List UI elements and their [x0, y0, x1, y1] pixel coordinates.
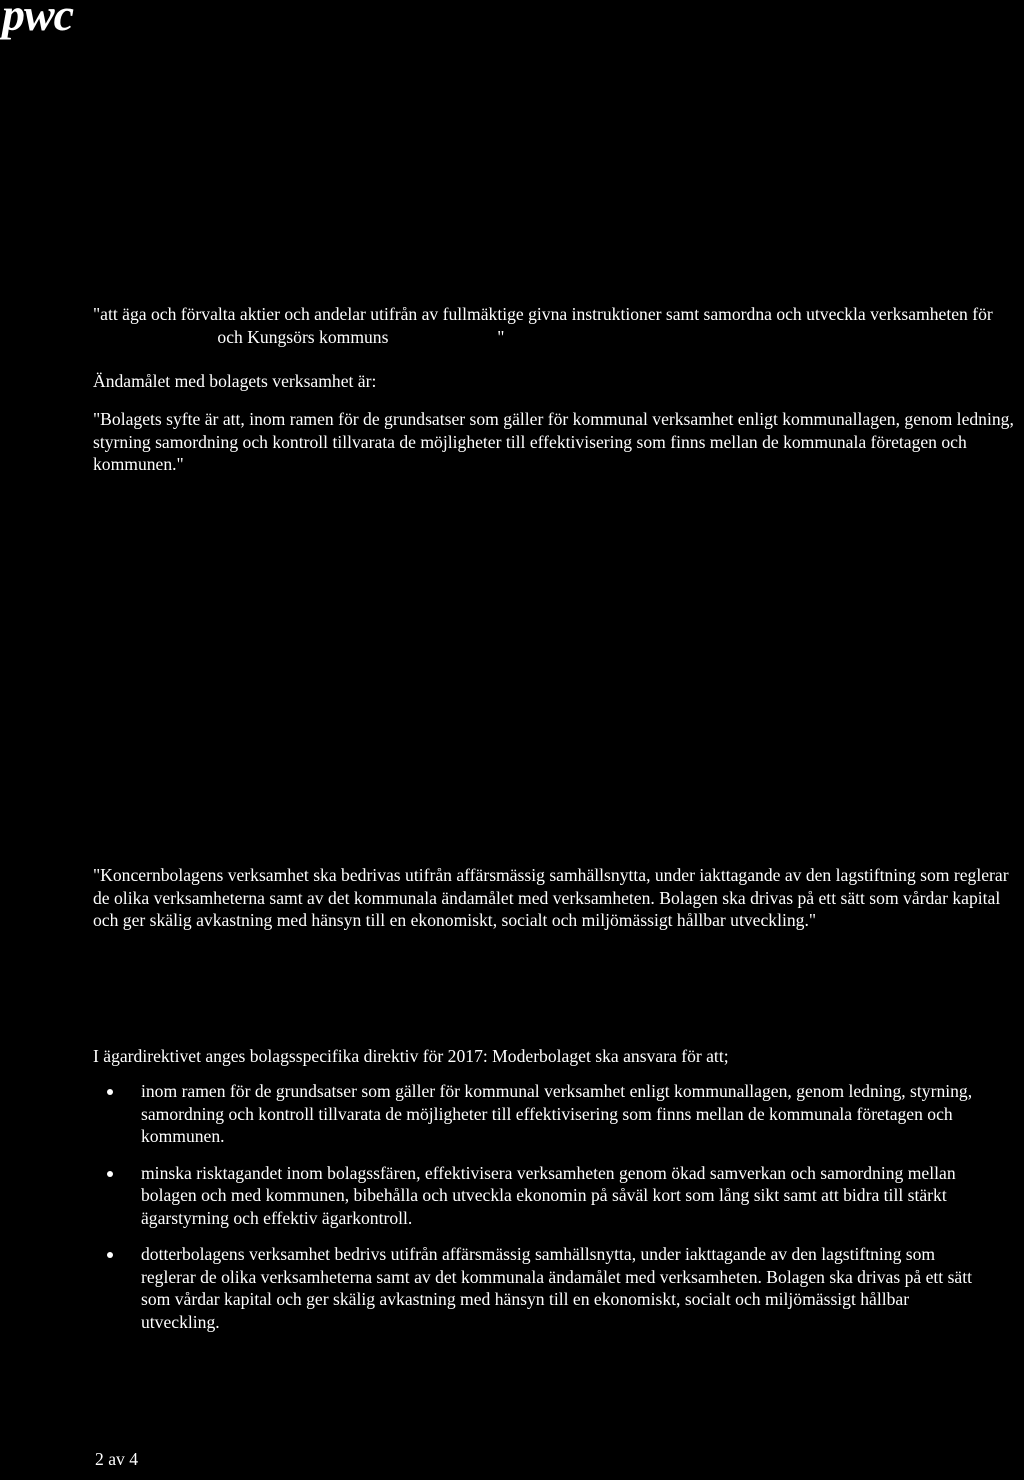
bullet-icon: [107, 1089, 113, 1095]
directive-intro-text: I ägardirektivet anges bolagsspecifika direktiv för 2017: Moderbolaget ska ansvara för att;: [93, 1046, 729, 1066]
quote1-end: ": [497, 326, 505, 347]
quote1-mid: och Kungsörs kommuns: [217, 326, 389, 347]
bullet-icon: [107, 1252, 113, 1258]
bullet-text: inom ramen för de grundsatser som gäller för kommunal verksamhet enligt kommunallagen, genom ledning, styrning, samordning och kontroll tillvarata de möjligheter till effektivisering som finns mellan de kommunala företagen och kommunen.: [141, 1081, 973, 1146]
purpose-quote-text: "Bolagets syfte är att, inom ramen för de grundsatser som gäller för kommunal verksamhet enligt kommunallagen, genom ledning, styrning samordning och kontroll tillvarata de möjligheter till effektivisering som finns mellan de kommunala företagen och kommunen.": [93, 409, 1014, 474]
purpose-heading-text: Ändamålet med bolagets verksamhet är:: [93, 371, 377, 391]
purpose-quote: [93, 408, 1018, 476]
group-operations-quote: [93, 864, 1018, 932]
bullet-text: dotterbolagens verksamhet bedrivs utifrån affärsmässig samhällsnytta, under iakttagande av den lagstiftning som reglerar de olika verksamheterna samt av det kommunala ändamålet med verksamheten. Bolagen ska drivas på ett sätt som vårdar kapital och ger skälig avkastning med hänsyn till en ekonomiskt, socialt och miljömässigt hållbar utveckling.: [141, 1244, 972, 1332]
directive-intro: [93, 1045, 1018, 1068]
purpose-heading: [93, 370, 1018, 393]
list-item: [93, 1162, 973, 1230]
directive-bullet-list: [93, 1080, 973, 1347]
page-number: 2 av 4: [95, 1449, 138, 1469]
bullet-text: minska risktagandet inom bolagssfären, effektivisera verksamheten genom ökad samverkan och samordning mellan bolagen och med kommunen, bibehålla och utveckla ekonomin på såväl kort som lång sikt samt att bidra till stärkt ägarstyrning och effektiv ägarkontroll.: [141, 1162, 956, 1228]
company-purpose-quote: [93, 303, 1018, 348]
bullet-icon: [107, 1171, 113, 1177]
list-item: [93, 1243, 973, 1333]
list-item: [93, 1080, 973, 1148]
quote1-start: "att äga och förvalta aktier och andelar utifrån av fullmäktige givna instruktioner samt samordna och utveckla verksamheten för: [93, 304, 993, 324]
group-quote-text: "Koncernbolagens verksamhet ska bedrivas utifrån affärsmässig samhällsnytta, under iakttagande av den lagstiftning som reglerar de olika verksamheterna samt av det kommunala ändamålet med verksamheten. Bolagen ska drivas på ett sätt som vårdar kapital och ger skälig avkastning med hänsyn till en ekonomiskt, socialt och miljömässigt hållbar utveckling.": [93, 865, 1009, 930]
pwc-logo: pwc: [2, 0, 74, 40]
